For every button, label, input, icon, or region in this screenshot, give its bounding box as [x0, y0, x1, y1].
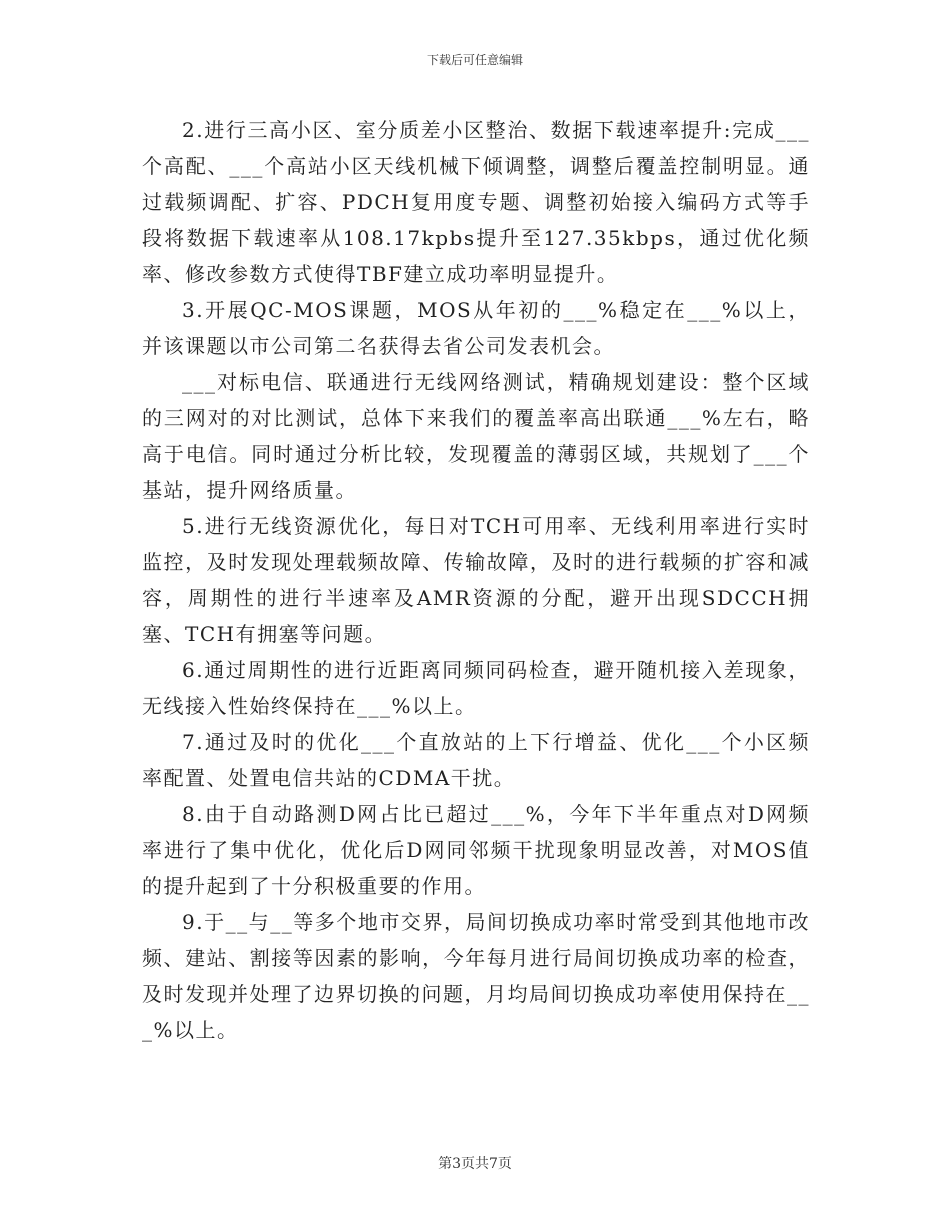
paragraph-item-2: 2.进行三高小区、室分质差小区整治、数据下载速率提升:完成___个高配、___个高站小区天线机械下倾调整，调整后覆盖控制明显。通过载频调配、扩容、PDCH复用度专题、调整初始接入编码方式等手段将数据下载速率从108.17kpbs提升至127.35kbps，通过优化频率、修改参数方式使得TBF建立成功率明显提升。 [142, 118, 810, 286]
paragraph-item-3: 3.开展QC-MOS课题，MOS从年初的___%稳定在___%以上，并该课题以市公司第二名获得去省公司发表机会。 [142, 298, 810, 358]
paragraph-item-5: 5.进行无线资源优化，每日对TCH可用率、无线利用率进行实时监控，及时发现处理载频故障、传输故障，及时的进行载频的扩容和减容，周期性的进行半速率及AMR资源的分配，避开出现SDCCH拥塞、TCH有拥塞等问题。 [142, 514, 810, 646]
document-body [142, 112, 810, 1048]
paragraph-item-7: 7.通过及时的优化___个直放站的上下行增益、优化___个小区频率配置、处置电信共站的CDMA干扰。 [142, 730, 810, 790]
paragraph-item-4: ___对标电信、联通进行无线网络测试，精确规划建设：整个区域的三网对的对比测试，总体下来我们的覆盖率高出联通___%左右，略高于电信。同时通过分析比较，发现覆盖的薄弱区域，共规划了___个基站，提升网络质量。 [142, 370, 810, 502]
paragraph-item-9: 9.于__与__等多个地市交界，局间切换成功率时常受到其他地市改频、建站、割接等因素的影响，今年每月进行局间切换成功率的检查，及时发现并处理了边界切换的问题，月均局间切换成功率使用保持在___%以上。 [142, 910, 810, 1042]
page-footer: 第3页共7页 [438, 1156, 512, 1172]
paragraph-item-8: 8.由于自动路测D网占比已超过___%，今年下半年重点对D网频率进行了集中优化，优化后D网同邻频干扰现象明显改善，对MOS值的提升起到了十分积极重要的作用。 [142, 802, 810, 898]
page-header: 下载后可任意编辑 [426, 53, 523, 67]
paragraph-item-6: 6.通过周期性的进行近距离同频同码检查，避开随机接入差现象，无线接入性始终保持在___%以上。 [142, 658, 810, 718]
